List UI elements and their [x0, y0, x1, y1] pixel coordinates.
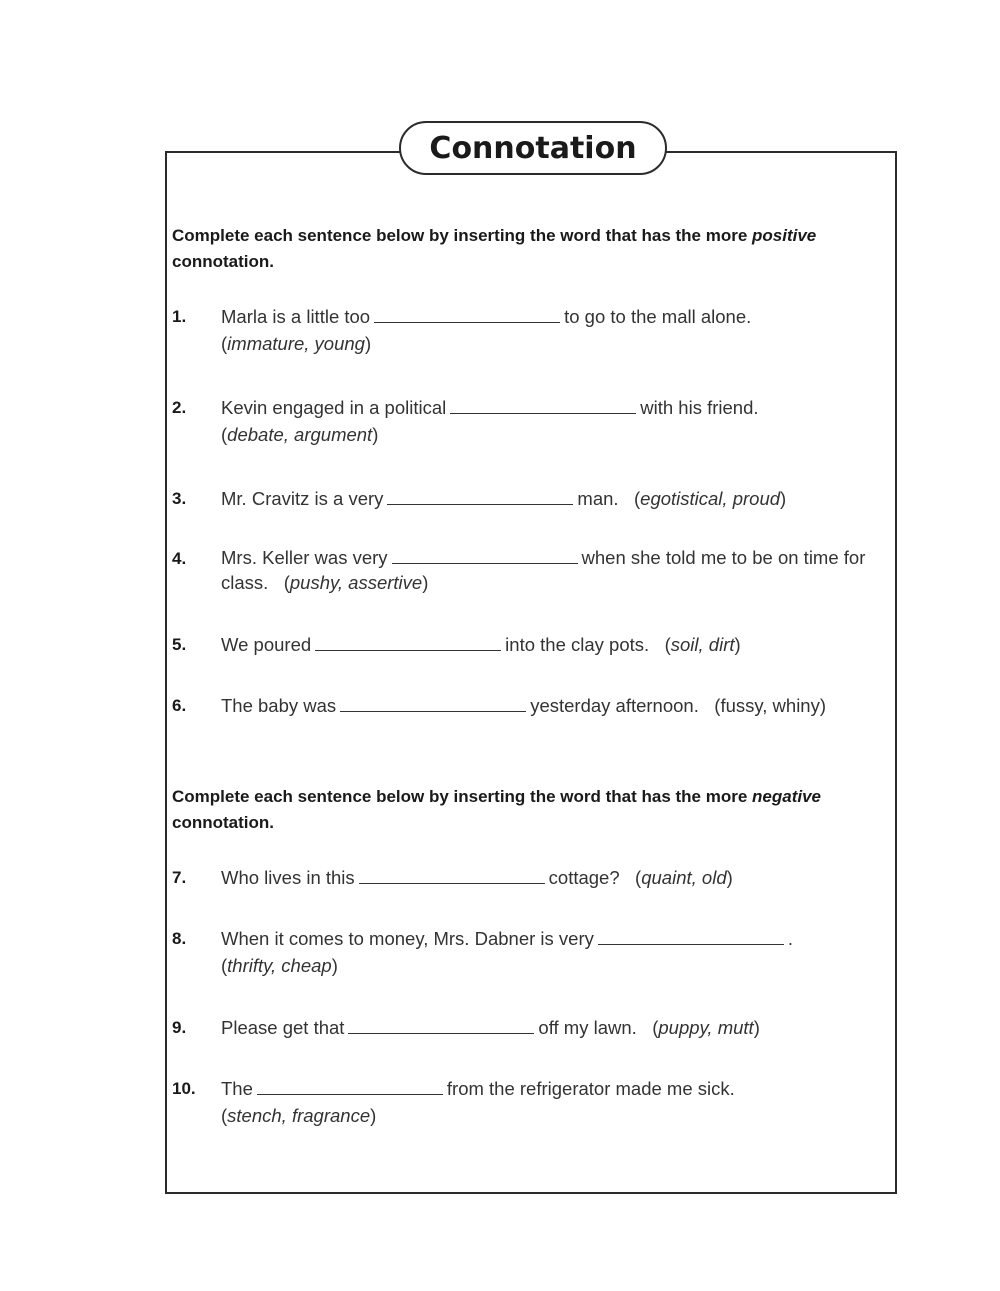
question-number: 5.: [172, 635, 187, 654]
instructions-negative: Complete each sentence below by inserting the word that has the more negative connotation.: [172, 787, 821, 832]
answer-blank[interactable]: [340, 693, 526, 712]
question-number: 9.: [172, 1018, 187, 1037]
question-number: 1.: [172, 307, 187, 326]
word-choices: debate, argument: [227, 424, 373, 445]
question-number: 8.: [172, 929, 187, 948]
word-choices: soil, dirt: [670, 634, 735, 655]
answer-blank[interactable]: [387, 486, 573, 505]
word-choices: quaint, old: [641, 867, 727, 888]
instruction-emphasis: positive: [752, 226, 817, 245]
question-number: 3.: [172, 489, 187, 508]
instruction-emphasis: negative: [752, 787, 821, 806]
question-number: 10.: [172, 1079, 196, 1098]
word-choices: thrifty, cheap: [227, 955, 332, 976]
answer-blank[interactable]: [374, 304, 560, 323]
title-banner: [399, 121, 667, 175]
answer-blank[interactable]: [598, 926, 784, 945]
word-choices: stench, fragrance: [227, 1105, 371, 1126]
answer-blank[interactable]: [257, 1076, 443, 1095]
answer-blank[interactable]: [359, 865, 545, 884]
answer-blank[interactable]: [392, 545, 578, 564]
question-number: 4.: [172, 549, 187, 568]
word-choices: immature, young: [227, 333, 365, 354]
question-number: 7.: [172, 868, 187, 887]
word-choices: egotistical, proud: [640, 488, 781, 509]
question-number: 6.: [172, 696, 187, 715]
answer-blank[interactable]: [450, 395, 636, 414]
word-choices: fussy, whiny: [720, 695, 820, 716]
question-number: 2.: [172, 398, 187, 417]
word-choices: puppy, mutt: [658, 1017, 754, 1038]
page-title: Connotation: [429, 130, 637, 166]
word-choices: pushy, assertive: [289, 572, 423, 593]
answer-blank[interactable]: [315, 632, 501, 651]
instructions-positive: Complete each sentence below by inserting the word that has the more positive connotation.: [172, 226, 817, 271]
answer-blank[interactable]: [348, 1015, 534, 1034]
